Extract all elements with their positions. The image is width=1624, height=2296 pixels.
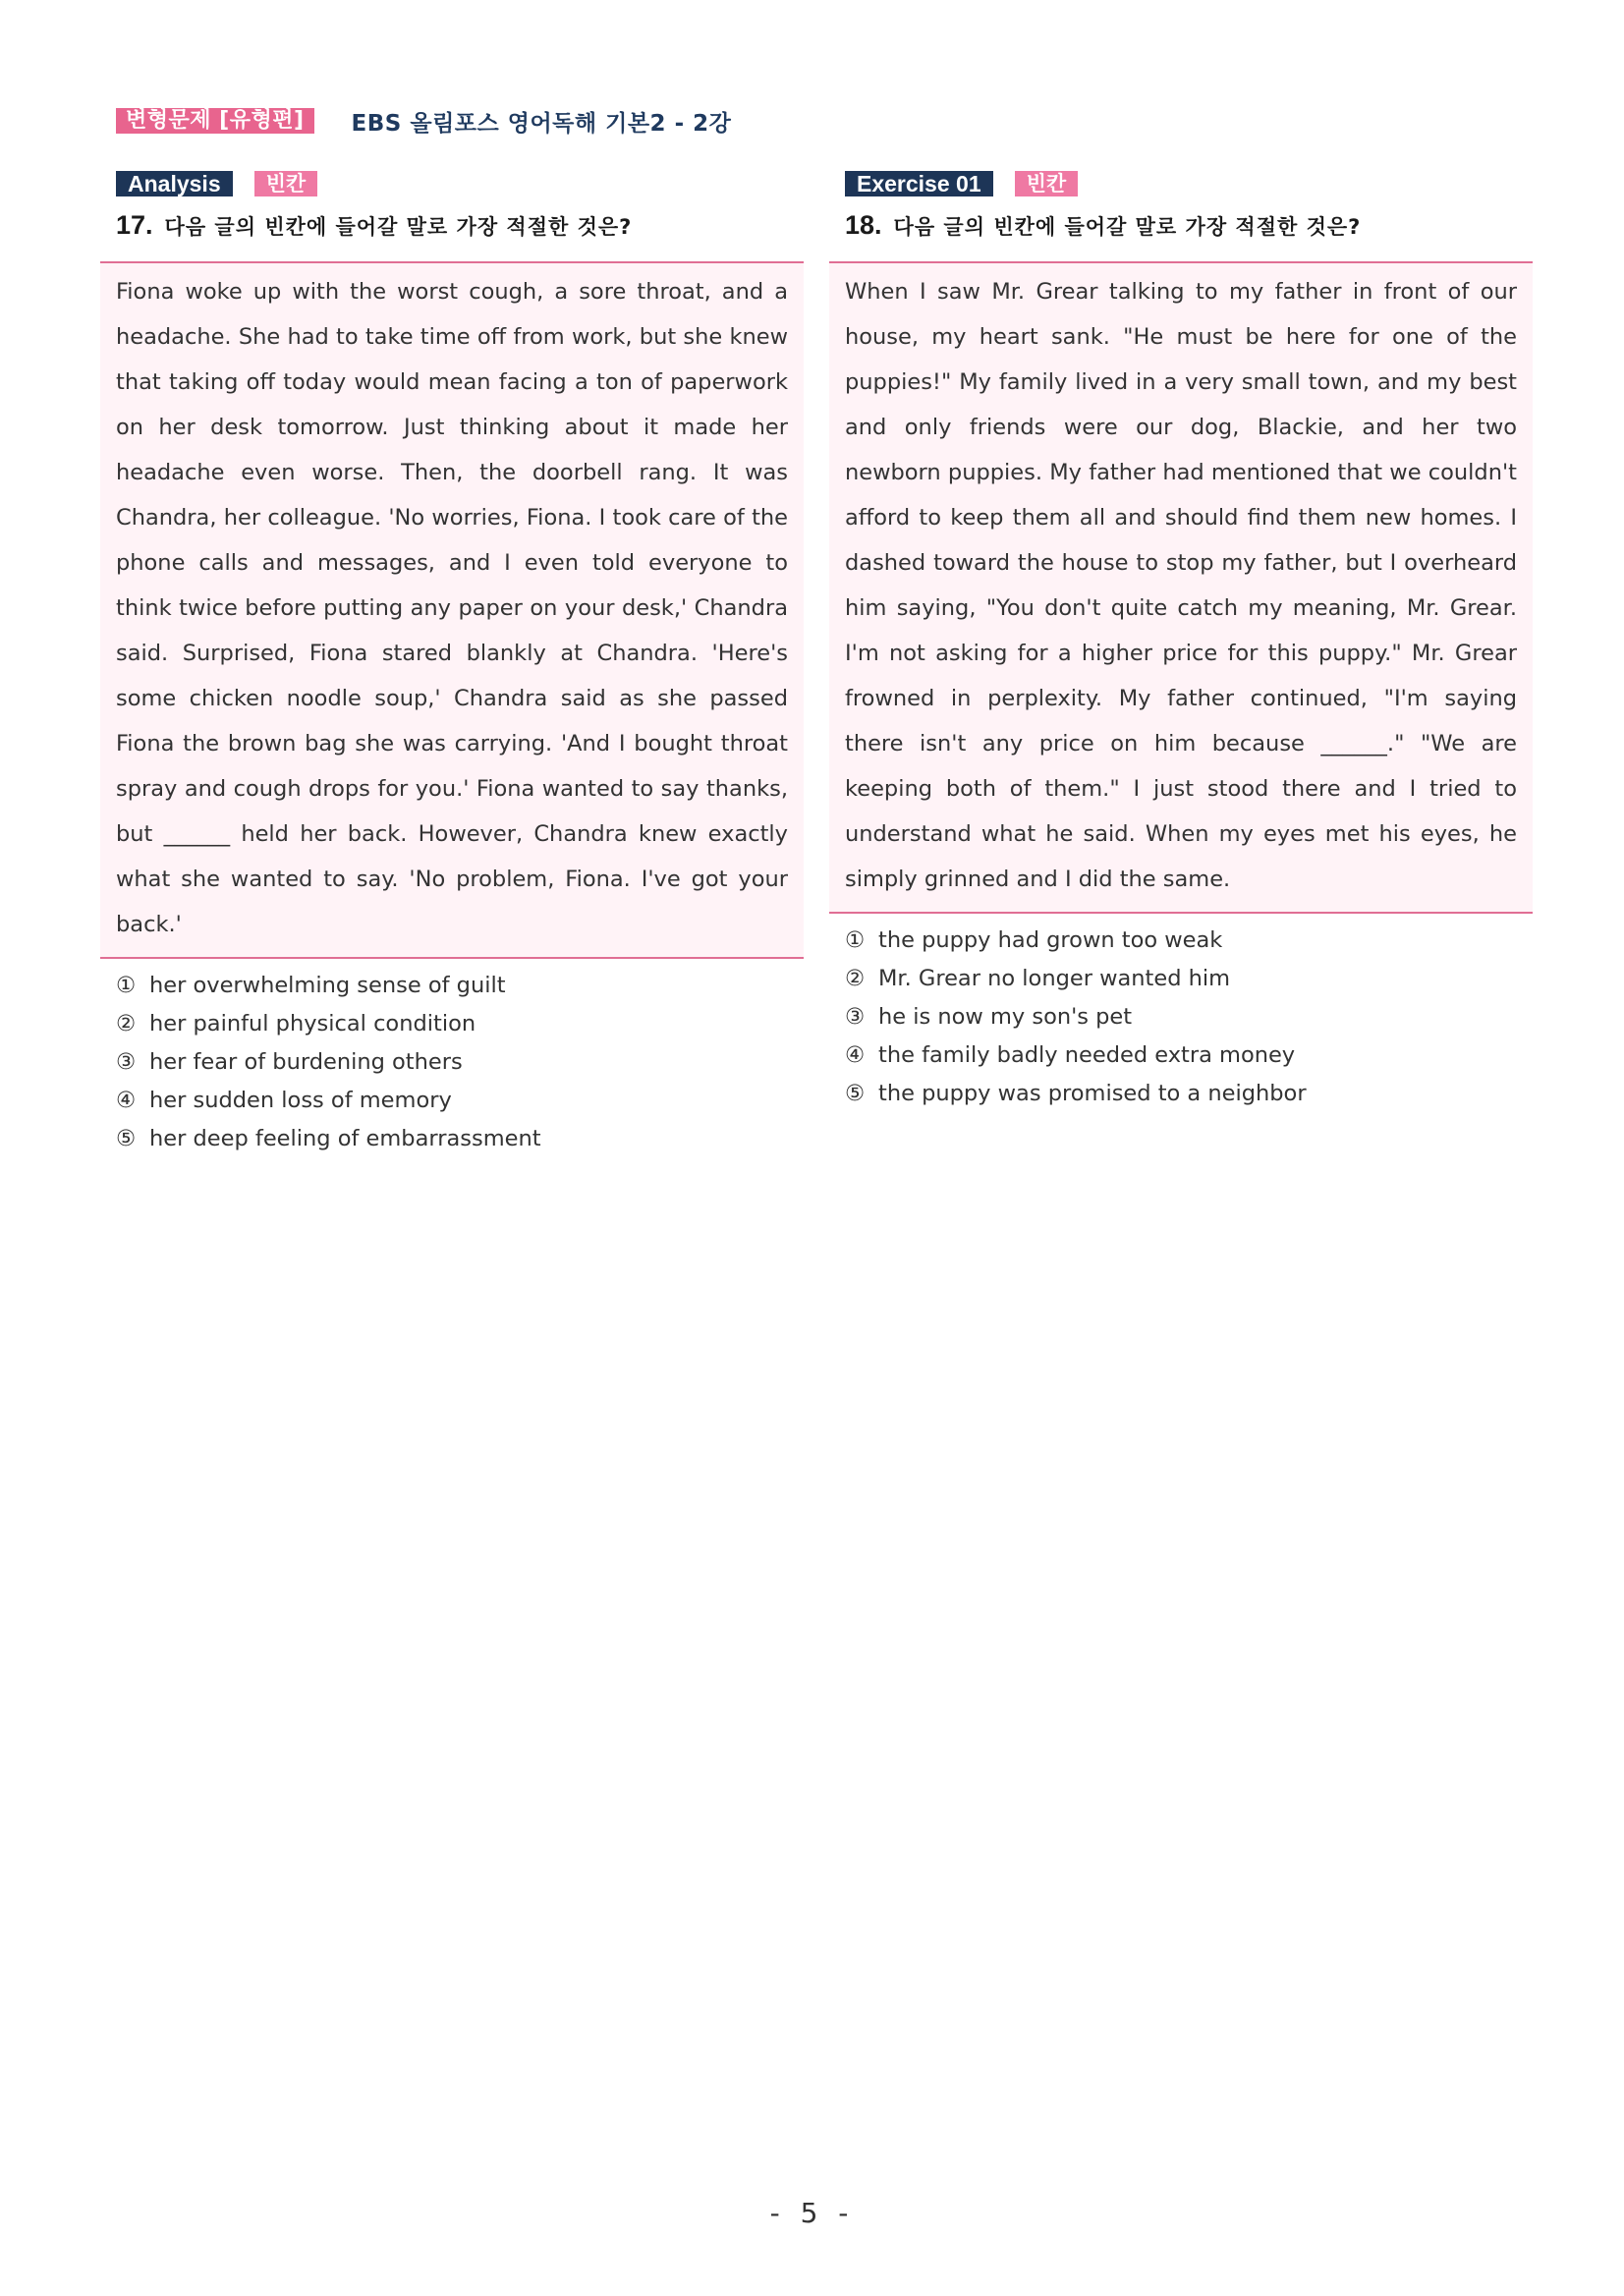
question-prompt: 다음 글의 빈칸에 들어갈 말로 가장 적절한 것은? (164, 215, 633, 239)
option-text: he is now my son's pet (878, 1004, 1133, 1030)
option-number: ③ (116, 1049, 137, 1075)
option-number: ④ (845, 1042, 866, 1068)
option-text: the puppy had grown too weak (878, 927, 1223, 953)
option-5[interactable] (116, 1120, 804, 1158)
option-text: Mr. Grear no longer wanted him (878, 966, 1231, 991)
question-number: 17. (116, 210, 153, 240)
page-number: - 5 - (769, 2197, 855, 2229)
exercise-label: Exercise 01 (845, 171, 993, 196)
option-2[interactable] (116, 1005, 804, 1043)
option-text: her overwhelming sense of guilt (149, 973, 506, 998)
passage-box: When I saw Mr. Grear talking to my father in front of our house, my heart sank. "He must be here for one of the puppies!" My family lived in a very small town, and my best and only friends were our dog, Blackie, and her two newborn puppies. My father had mentioned that we couldn't afford to keep them all and should find them new homes. I dashed toward the house to stop my father, but I overheard him saying, "You don't quite catch my meaning, Mr. Grear. I'm not asking for a higher price for this puppy." Mr. Grear frowned in perplexity. My father continued, "I'm saying there isn't any price on him because ______." "We are keeping both of them." I just stood there and I tried to understand what he said. When my eyes met his eyes, he simply grinned and I did the same. (829, 261, 1533, 914)
option-1[interactable] (116, 967, 804, 1005)
option-4[interactable] (116, 1082, 804, 1120)
question-labels (845, 171, 1533, 196)
option-text: her sudden loss of memory (149, 1088, 452, 1113)
option-number: ⑤ (116, 1126, 137, 1151)
option-text: her fear of burdening others (149, 1049, 463, 1075)
answer-options (829, 922, 1533, 1113)
analysis-label: Analysis (116, 171, 233, 196)
option-text: her deep feeling of embarrassment (149, 1126, 541, 1151)
blank-type-tag: 빈칸 (254, 171, 318, 196)
answer-options (100, 967, 804, 1158)
option-text: the family badly needed extra money (878, 1042, 1296, 1068)
question-prompt: 다음 글의 빈칸에 들어갈 말로 가장 적절한 것은? (893, 215, 1362, 239)
question-heading (116, 210, 804, 244)
page-header (116, 104, 731, 138)
option-number: ② (845, 966, 866, 991)
option-number: ③ (845, 1004, 866, 1030)
question-heading (845, 210, 1533, 244)
option-number: ⑤ (845, 1081, 866, 1106)
page-title: EBS 올림포스 영어독해 기본2 - 2강 (351, 110, 732, 137)
option-number: ② (116, 1011, 137, 1036)
option-number: ④ (116, 1088, 137, 1113)
question-number: 18. (845, 210, 882, 240)
option-text: her painful physical condition (149, 1011, 476, 1036)
variant-problem-tag: 변형문제 [유형편] (116, 108, 314, 134)
option-number: ① (845, 927, 866, 953)
option-text: the puppy was promised to a neighbor (878, 1081, 1307, 1106)
option-3[interactable] (116, 1043, 804, 1082)
option-1[interactable] (845, 922, 1533, 960)
option-3[interactable] (845, 998, 1533, 1036)
option-number: ① (116, 973, 137, 998)
option-5[interactable] (845, 1075, 1533, 1113)
question-17-section (100, 171, 804, 1158)
question-labels (116, 171, 804, 196)
passage-box: Fiona woke up with the worst cough, a sore throat, and a headache. She had to take time off from work, but she knew that taking off today would mean facing a ton of paperwork on her desk tomorrow. Just thinking about it made her headache even worse. Then, the doorbell rang. It was Chandra, her colleague. 'No worries, Fiona. I took care of the phone calls and messages, and I even told everyone to think twice before putting any paper on your desk,' Chandra said. Surprised, Fiona stared blankly at Chandra. 'Here's some chicken noodle soup,' Chandra said as she passed Fiona the brown bag she was carrying. 'And I bought throat spray and cough drops for you.' Fiona wanted to say thanks, but ______ held her back. However, Chandra knew exactly what she wanted to say. 'No problem, Fiona. I've got your back.' (100, 261, 804, 959)
question-18-section (829, 171, 1533, 1113)
option-4[interactable] (845, 1036, 1533, 1075)
option-2[interactable] (845, 960, 1533, 998)
blank-type-tag: 빈칸 (1015, 171, 1079, 196)
